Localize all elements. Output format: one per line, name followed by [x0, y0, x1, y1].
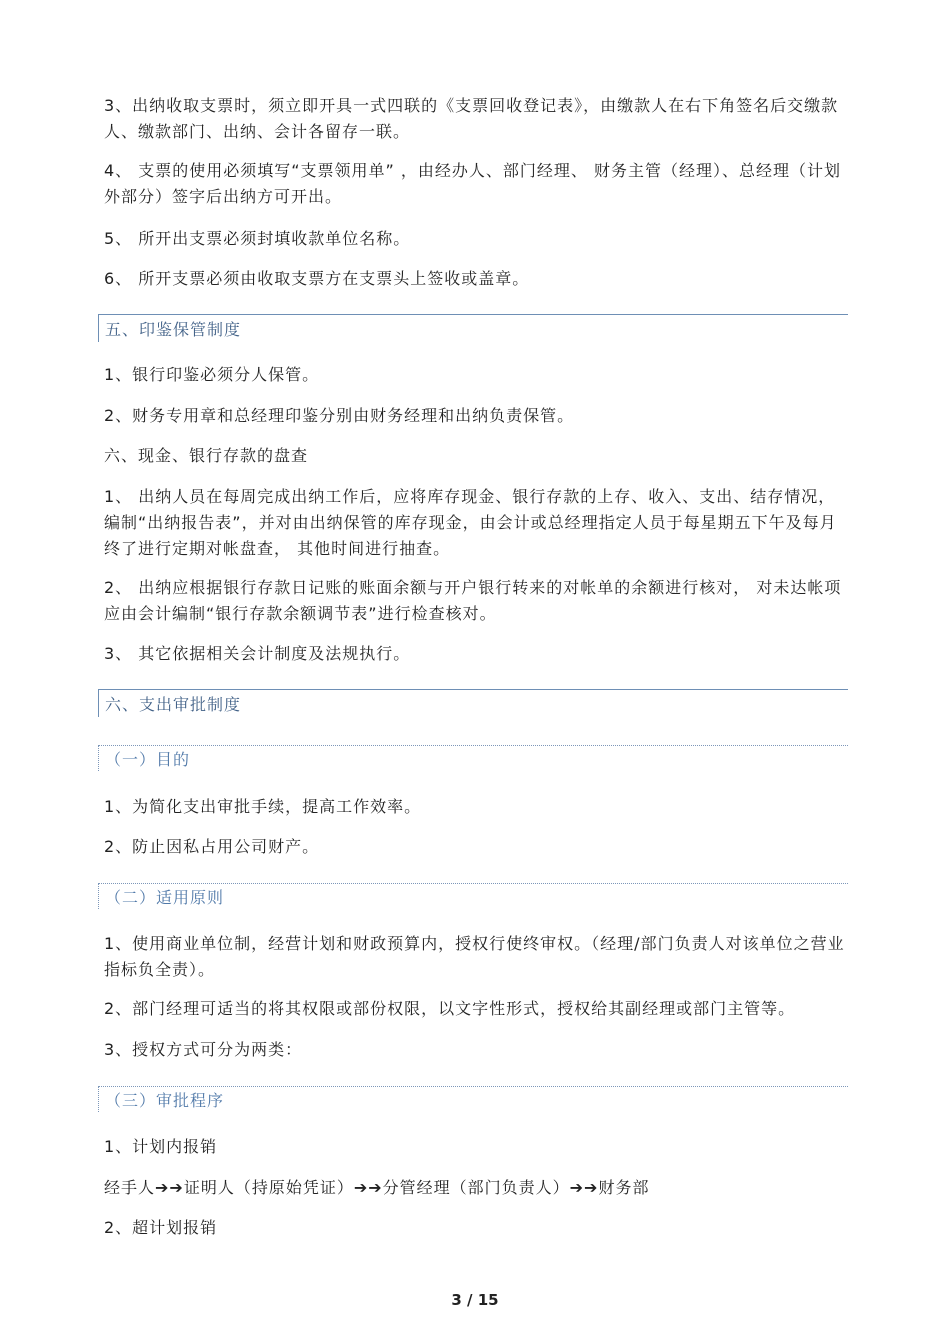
paragraph-cash-audit-title: 六、现金、银行存款的盘查: [104, 446, 309, 465]
section-heading-text: 六、支出审批制度: [105, 695, 242, 714]
paragraph-cash-report: 1、 出纳人员在每周完成出纳工作后，应将库存现金、银行存款的上存、收入、支出、结存情况，编制“出纳报告表”，并对由出纳保管的库存现金，由会计或总经理指定人员于每星期五下午及每月终了进行定期对帐盘查， 其他时间进行抽查。: [104, 487, 837, 558]
section-heading-text: 五、印鉴保管制度: [105, 320, 242, 339]
paragraph-purpose-prevent: 2、防止因私占用公司财产。: [104, 837, 320, 856]
paragraph-principle-unit: 1、使用商业单位制，经营计划和财政预算内，授权行使终审权。（经理/部门负责人对该单位之营业指标负全责）。: [104, 934, 845, 979]
paragraph-principle-types: 3、授权方式可分为两类：: [104, 1040, 303, 1059]
subheading-text: （三）审批程序: [105, 1091, 225, 1110]
page-number: 3 / 15: [451, 1291, 499, 1309]
paragraph-seal-custody: 2、财务专用章和总经理印鉴分别由财务经理和出纳负责保管。: [104, 406, 575, 425]
section-heading-expense-approval: [98, 689, 848, 717]
paragraph-approval-flow: 经手人➔➔证明人（持原始凭证）➔➔分管经理（部门负责人）➔➔财务部: [104, 1178, 650, 1197]
subheading-text: （一）目的: [105, 750, 191, 769]
subheading-procedure: [98, 1086, 848, 1112]
subheading-purpose: [98, 745, 848, 771]
subheading-principles: [98, 883, 848, 909]
paragraph-check-usage: 4、 支票的使用必须填写“支票领用单” ，由经办人、部门经理、 财务主管（经理）、总经理（计划外部分）签字后出纳方可开出。: [104, 161, 842, 206]
section-heading-seal-custody: [98, 314, 848, 342]
paragraph-bank-reconciliation: 2、 出纳应根据银行存款日记账的账面余额与开户银行转来的对帐单的余额进行核对， 对未达帐项应由会计编制“银行存款余额调节表”进行检查核对。: [104, 578, 842, 623]
subheading-text: （二）适用原则: [105, 888, 225, 907]
paragraph-payee-name: 5、 所开出支票必须封填收款单位名称。: [104, 229, 411, 248]
paragraph-check-receipt: 3、出纳收取支票时，须立即开具一式四联的《支票回收登记表》，由缴款人在右下角签名后交缴款人、缴款部门、出纳、会计各留存一联。: [104, 96, 839, 141]
paragraph-other-rules: 3、 其它依据相关会计制度及法规执行。: [104, 644, 411, 663]
paragraph-purpose-simplify: 1、为简化支出审批手续，提高工作效率。: [104, 797, 422, 816]
paragraph-seal-separate: 1、银行印鉴必须分人保管。: [104, 365, 320, 384]
paragraph-principle-delegate: 2、部门经理可适当的将其权限或部份权限，以文字性形式，授权给其副经理或部门主管等。: [104, 999, 796, 1018]
paragraph-in-plan: 1、计划内报销: [104, 1137, 218, 1156]
paragraph-over-plan: 2、超计划报销: [104, 1218, 218, 1237]
paragraph-check-signoff: 6、 所开支票必须由收取支票方在支票头上签收或盖章。: [104, 269, 530, 288]
